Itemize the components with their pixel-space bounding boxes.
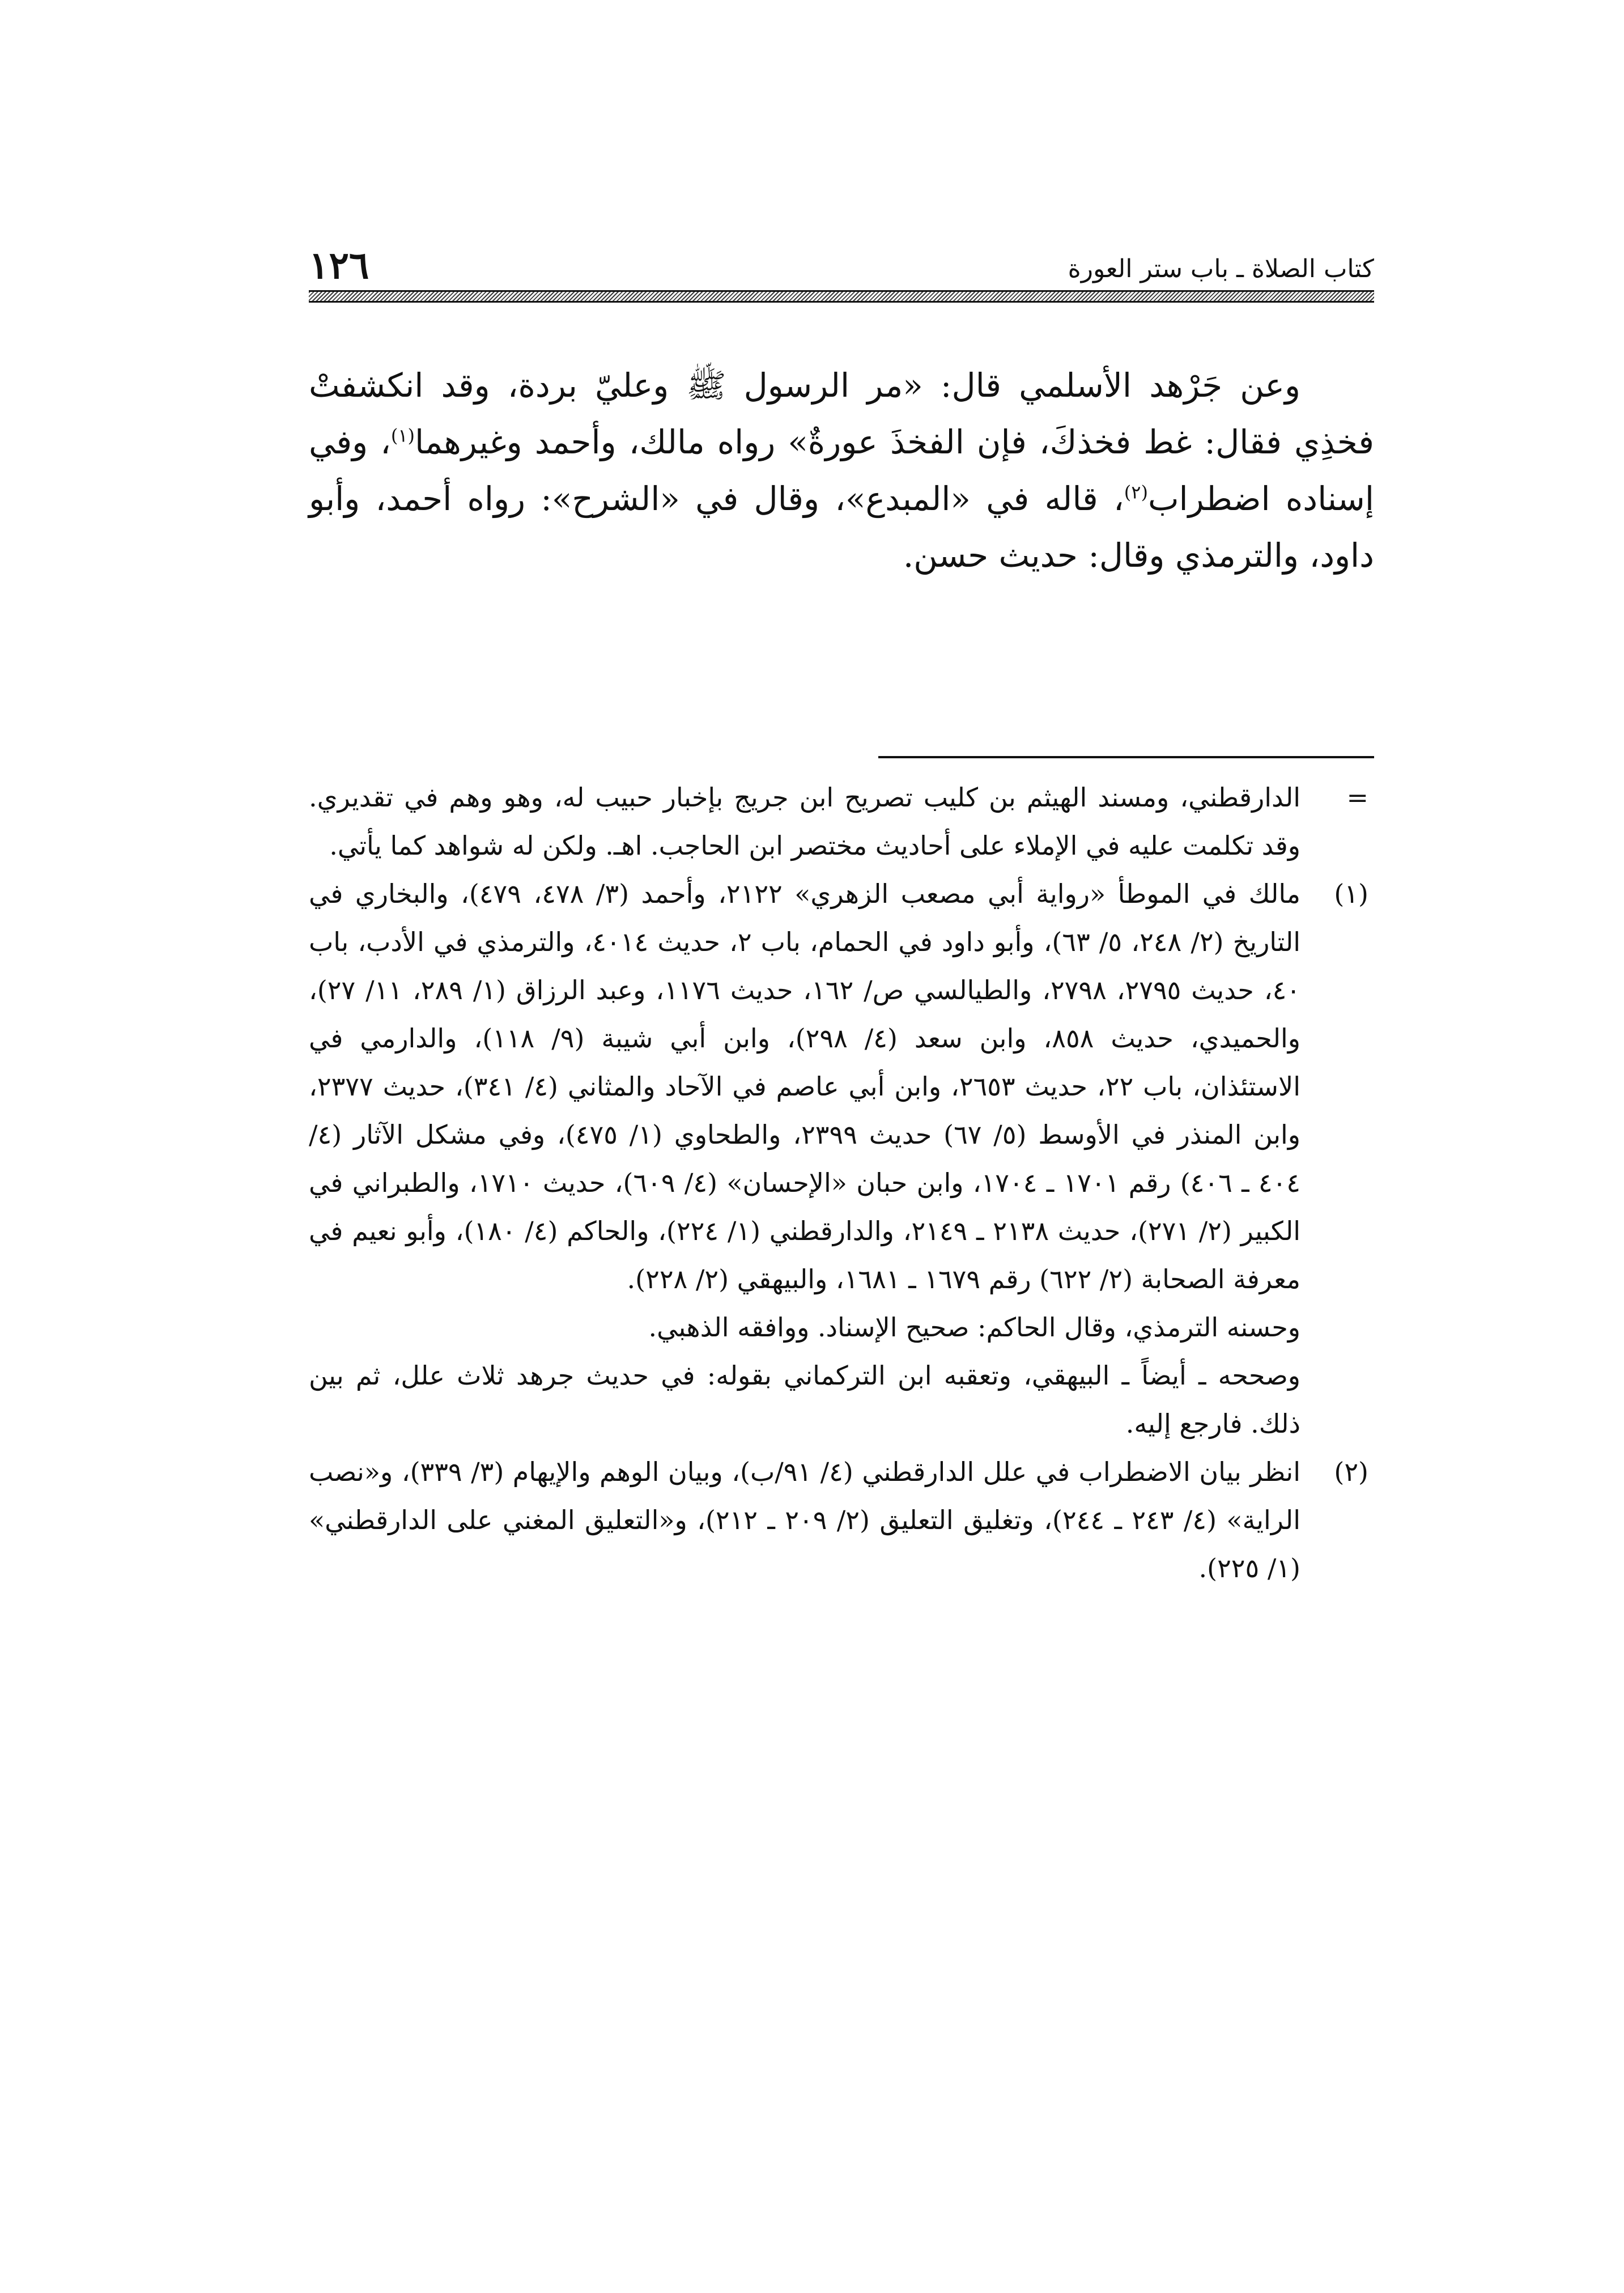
footnote-marker: = <box>1346 782 1368 813</box>
footnote-paragraph: انظر بيان الاضطراب في علل الدارقطني (٤/ ٩١/ب)، وبيان الوهم والإيهام (٣/ ٣٣٩)، و«نصب الراية» (٤/ ٢٤٣ ـ ٢٤٤)، وتغليق التعليق (٢/ ٢٠٩ ـ ٢١٢)، و«التعليق المغني على الدارقطني» (١/ ٢٢٥). <box>309 1457 1300 1583</box>
footnote-paragraph: الدارقطني، ومسند الهيثم بن كليب تصريح ابن جريج بإخبار حبيب له، وهو وهم في تقديري. وقد تكلمت عليه في الإملاء على أحاديث مختصر ابن الحاجب. اهـ. ولكن له شواهد كما يأتي. <box>309 782 1300 861</box>
footnote-marker: (٢) <box>1334 1457 1368 1487</box>
footnote-marker: (١) <box>1334 878 1368 909</box>
footnote-2 <box>309 1448 1374 1593</box>
main-text-part1: وعن جَرْهد الأسلمي قال: «مر الرسول ﷺ وعليّ بردة، وقد انكشفتْ فخذِي فقال: غط فخذكَ، فإن الفخذَ عورةٌ» رواه مالك، وأحمد وغيرهما <box>309 366 1375 461</box>
footnote-paragraph: وحسنه الترمذي، وقال الحاكم: صحيح الإسناد. ووافقه الذهبي. <box>648 1312 1300 1343</box>
footnote-ref-2: (٢) <box>1124 481 1148 503</box>
footnote-ref-1: (١) <box>390 424 415 447</box>
footnotes <box>309 774 1374 1593</box>
main-paragraph <box>309 357 1374 584</box>
page-number: ١٢٦ <box>309 243 369 287</box>
main-text-part3: ، قاله في «المبدع»، وقال في «الشرح»: رواه أحمد، وأبو داود، والترمذي وقال: حديث حسن. <box>309 479 1374 575</box>
footnote-paragraph: مالك في الموطأ «رواية أبي مصعب الزهري» ٢١٢٢، وأحمد (٣/ ٤٧٨، ٤٧٩)، والبخاري في التاريخ (٢/ ٢٤٨، ٥/ ٦٣)، وأبو داود في الحمام، باب ٢، حديث ٤٠١٤، والترمذي في الأدب، باب ٤٠، حديث ٢٧٩٥، ٢٧٩٨، والطيالسي ص/ ١٦٢، حديث ١١٧٦، وعبد الرزاق (١/ ٢٨٩، ١١/ ٢٧)، والحميدي، حديث ٨٥٨، وابن سعد (٤/ ٢٩٨)، وابن أبي شيبة (٩/ ١١٨)، والدارمي في الاستئذان، باب ٢٢، حديث ٢٦٥٣، وابن أبي عاصم في الآحاد والمثاني (٤/ ٣٤١)، حديث ٢٣٧٧، وابن المنذر في الأوسط (٥/ ٦٧) حديث ٢٣٩٩، والطحاوي (١/ ٤٧٥)، وفي مشكل الآثار (٤/ ٤٠٤ ـ ٤٠٦) رقم ١٧٠١ ـ ١٧٠٤، وابن حبان «الإحسان» (٤/ ٦٠٩)، حديث ١٧١٠، والطبراني في الكبير (٢/ ٢٧١)، حديث ٢١٣٨ ـ ٢١٤٩، والدارقطني (١/ ٢٢٤)، والحاكم (٤/ ١٨٠)، وأبو نعيم في معرفة الصحابة (٢/ ٦٢٢) رقم ١٦٧٩ ـ ١٦٨١، والبيهقي (٢/ ٢٢٨). <box>309 878 1301 1294</box>
main-text <box>309 357 1374 584</box>
footnote-separator <box>878 756 1374 758</box>
main-text-part2: ، وفي إسناده اضطراب <box>309 423 1375 518</box>
running-header <box>309 241 1374 286</box>
footnote-1 <box>309 870 1374 1448</box>
header-rule <box>309 290 1374 303</box>
footnote-continuation <box>309 774 1374 870</box>
footnote-paragraph: وصححه ـ أيضاً ـ البيهقي، وتعقبه ابن التركماني بقوله: في حديث جرهد ثلاث علل، ثم بين ذلك. فارجع إليه. <box>309 1360 1300 1439</box>
header-title: كتاب الصلاة ـ باب ستر العورة <box>1068 254 1374 283</box>
